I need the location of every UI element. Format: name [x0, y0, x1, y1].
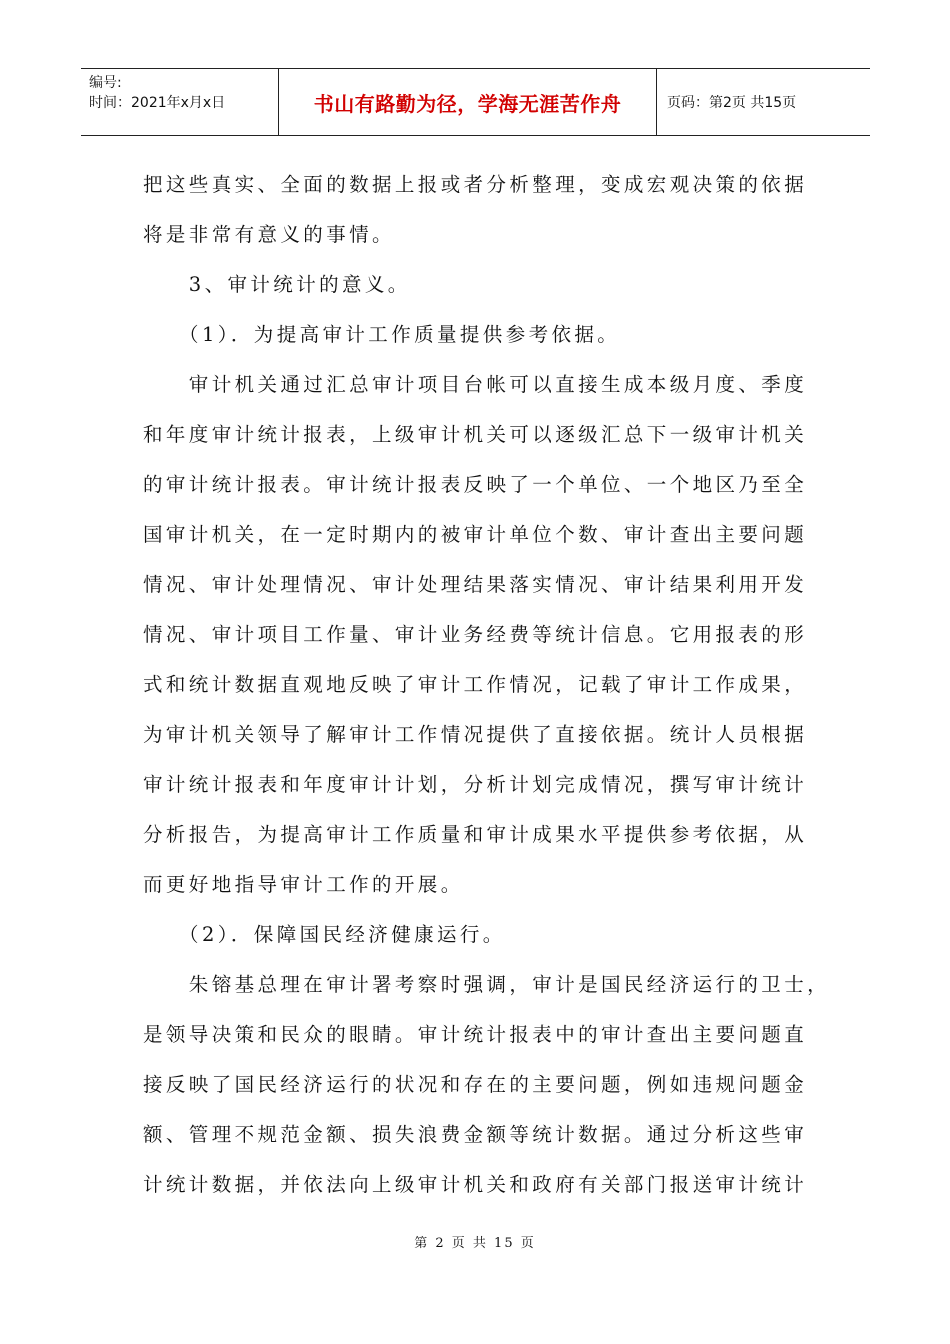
body-line: 审计统计报表和年度审计计划，分析计划完成情况，撰写审计统计 — [143, 773, 808, 796]
page-footer: 第 2 页 共 15 页 — [414, 1236, 536, 1251]
body-line: 式和统计数据直观地反映了审计工作情况，记载了审计工作成果， — [143, 673, 808, 696]
body-line: 和年度审计统计报表，上级审计机关可以逐级汇总下一级审计机关 — [143, 423, 808, 446]
body-line: 接反映了国民经济运行的状况和存在的主要问题，例如违规问题金 — [143, 1073, 808, 1096]
body-line: 而更好地指导审计工作的开展。 — [143, 873, 464, 896]
document-header — [81, 68, 870, 136]
body-line: 把这些真实、全面的数据上报或者分析整理，变成宏观决策的依据 — [143, 173, 808, 196]
subsection-heading: （2）．保障国民经济健康运行。 — [143, 923, 506, 946]
header-meta — [81, 69, 279, 135]
section-heading: 3、审计统计的意义。 — [143, 273, 411, 296]
header-motto: 书山有路勤为径，学海无涯苦作舟 — [279, 69, 657, 135]
body-line: 额、管理不规范金额、损失浪费金额等统计数据。通过分析这些审 — [143, 1123, 808, 1146]
body-line: 朱镕基总理在审计署考察时强调，审计是国民经济运行的卫士， — [143, 973, 831, 996]
body-line: 的审计统计报表。审计统计报表反映了一个单位、一个地区乃至全 — [143, 473, 808, 496]
header-page-info: 页码：第2页 共15页 — [667, 95, 797, 111]
subsection-heading: （1）．为提高审计工作质量提供参考依据。 — [143, 323, 621, 346]
body-line: 为审计机关领导了解审计工作情况提供了直接依据。统计人员根据 — [143, 723, 808, 746]
body-line: 分析报告，为提高审计工作质量和审计成果水平提供参考依据，从 — [143, 823, 808, 846]
document-body — [143, 160, 831, 1210]
body-line: 审计机关通过汇总审计项目台帐可以直接生成本级月度、季度 — [143, 373, 808, 396]
body-line: 计统计数据，并依法向上级审计机关和政府有关部门报送审计统计 — [143, 1173, 808, 1196]
document-date-label: 时间：2021年x月x日 — [89, 95, 226, 111]
body-line: 国审计机关，在一定时期内的被审计单位个数、审计查出主要问题 — [143, 523, 808, 546]
body-line: 情况、审计处理情况、审计处理结果落实情况、审计结果利用开发 — [143, 573, 808, 596]
body-line: 将是非常有意义的事情。 — [143, 223, 395, 246]
document-number-label: 编号: — [89, 75, 122, 91]
body-line: 情况、审计项目工作量、审计业务经费等统计信息。它用报表的形 — [143, 623, 808, 646]
body-line: 是领导决策和民众的眼睛。审计统计报表中的审计查出主要问题直 — [143, 1023, 808, 1046]
